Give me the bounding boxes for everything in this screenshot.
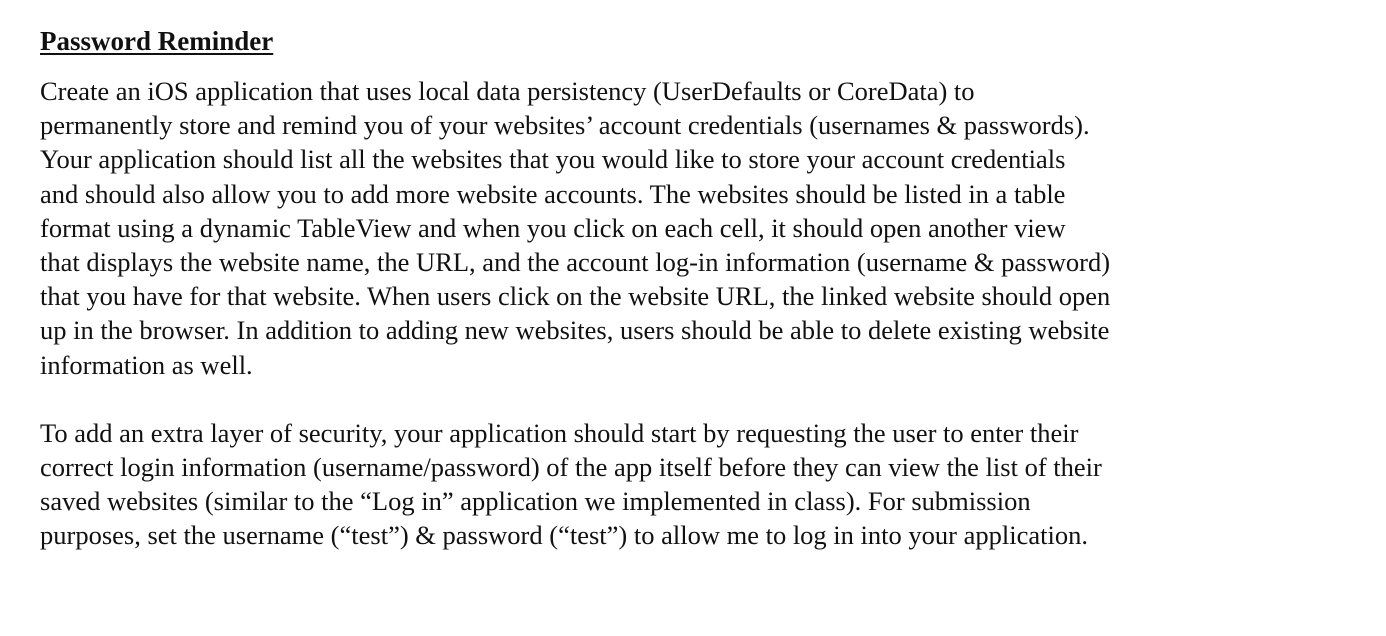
paragraph-line: and should also allow you to add more website accounts. The websites should be listed in a table — [40, 178, 1066, 209]
paragraph-line: that displays the website name, the URL, and the account log-in information (username & password) — [40, 247, 1111, 278]
paragraph-line: up in the browser. In addition to adding new websites, users should be able to delete existing website — [40, 315, 1110, 346]
paragraph-line: saved websites (similar to the “Log in” application we implemented in class). For submission — [40, 486, 1031, 517]
paragraph-line: format using a dynamic TableView and when you click on each cell, it should open another view — [40, 212, 1066, 243]
paragraph-line: purposes, set the username (“test”) & password (“test”) to allow me to log in into your application. — [40, 520, 1088, 551]
paragraph-line: To add an extra layer of security, your application should start by requesting the user to enter their — [40, 417, 1079, 448]
paragraph-line: information as well. — [40, 349, 253, 380]
paragraph-line: correct login information (username/password) of the app itself before they can view the list of their — [40, 452, 1102, 483]
document-title: Password Reminder — [40, 26, 274, 56]
paragraph-2 — [40, 416, 1348, 553]
paragraph-line: that you have for that website. When users click on the website URL, the linked website should open — [40, 281, 1111, 312]
document-page — [40, 24, 1348, 553]
paragraph-line: Your application should list all the websites that you would like to store your account credentials — [40, 144, 1066, 175]
paragraph-line: permanently store and remind you of your websites’ account credentials (usernames & passwords). — [40, 110, 1090, 141]
paragraph-line: Create an iOS application that uses local data persistency (UserDefaults or CoreData) to — [40, 76, 975, 106]
paragraph-1 — [40, 74, 1348, 382]
